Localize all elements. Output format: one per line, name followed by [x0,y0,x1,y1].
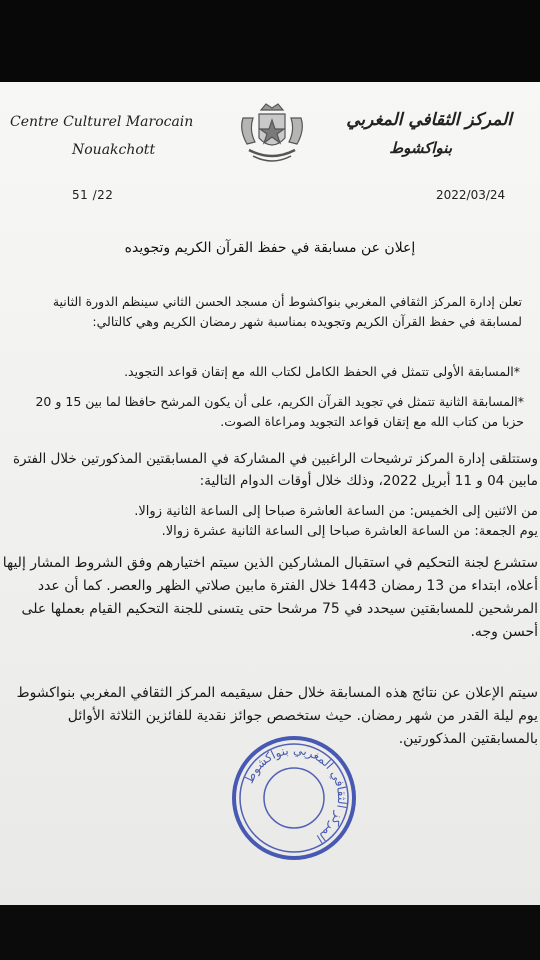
paragraph-jury: ستشرع لجنة التحكيم في استقبال المشاركين الذين سيتم اختيارهم وفق الشروط المشار إليها أعلاه، ابتداء من 13 رمضان 1443 خلال الفترة مابين صلاتي الظهر والعصر. كما أن عدد المرشحين للمسابقتين سيحدد في 75 مرشحا حتى يتسنى للجنة التحكيم القيام بعملها على أحسن وجه. [2,555,538,640]
header-right-line1: المركز الثقافي المغربي [346,110,512,130]
paragraph-applications: وستتلقى إدارة المركز ترشيحات الراغبين في المشاركة في المسابقتين المذكورتين خلال الفترة مابين 04 و 11 أبريل 2022، وذلك خلال أوقات الدوام التالية: [12,451,538,489]
document-date: 2022/03/24 [436,188,506,202]
header-arabic [332,106,512,162]
photo-dark-border-bottom [0,905,540,960]
hours-weekdays: من الاثنين إلى الخميس: من الساعة العاشرة صباحا إلى الساعة الثانية زوالا. [134,504,538,519]
header-french [10,108,210,164]
paragraph-results: سيتم الإعلان عن نتائج هذه المسابقة خلال حفل سيقيمه المركز الثقافي المغربي بنواكشوط يوم ليلة القدر من شهر رمضان. حيث ستخصص جوائز نقدية للفائزين الثلاثة الأوائل بالمسابقتين المذكورتين. [16,685,538,747]
paragraph-second-contest: *المسابقة الثانية تتمثل في تجويد القرآن الكريم، على أن يكون المرشح حافظا لما بين 15 و 20 حزبا من كتاب الله مع إتقان قواعد التجويد ومراعاة الصوت. [35,394,524,429]
office-hours [0,502,538,542]
letter-page [0,82,540,910]
reference-number: 51 /22 [72,188,114,202]
photo-dark-border-top [0,0,540,84]
announcement-title: إعلان عن مسابقة في حفظ القرآن الكريم وتجويده [124,240,416,256]
official-stamp [228,732,360,864]
header-right-line2: بنواكشوط [389,139,452,157]
paragraph-first-contest: *المسابقة الأولى تتمثل في الحفظ الكامل لكتاب الله مع إتقان قواعد التجويد. [124,364,520,379]
hours-friday: يوم الجمعة: من الساعة العاشرة صباحا إلى الساعة الثانية عشرة زوالا. [161,524,538,539]
moroccan-coat-of-arms-icon [233,100,311,168]
header-left-line1: Centre Culturel Marocain [10,114,194,130]
paragraph-intro: تعلن إدارة المركز الثقافي المغربي بنواكشوط أن مسجد الحسن الثاني سينظم الدورة الثانية لمسابقة في حفظ القرآن الكريم وتجويده بمناسبة شهر رمضان الكريم وهي كالتالي: [52,294,522,329]
header-left-line2: Nouakchott [72,142,156,158]
stamp-text: المركز الثقافي المغربي بنواكشوط [241,742,350,846]
